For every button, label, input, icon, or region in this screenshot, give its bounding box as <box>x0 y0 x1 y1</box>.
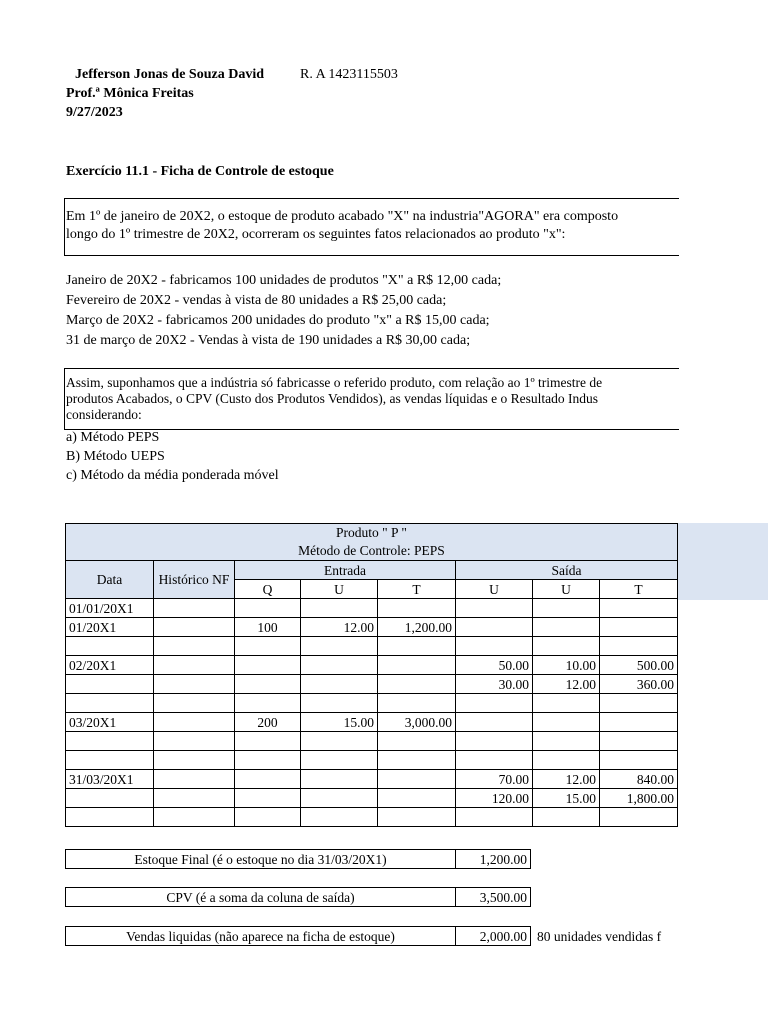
cell-saida-u1: 30.00 <box>456 675 533 694</box>
summary-value: 1,200.00 <box>456 850 531 869</box>
cell-entrada-t <box>378 656 456 675</box>
cell-data <box>66 637 154 656</box>
question-line-1: Assim, suponhamos que a indústria só fabricasse o referido produto, com relação ao 1º trimestre de <box>66 375 603 390</box>
ficha-controle-table <box>65 523 678 827</box>
cell-data: 01/01/20X1 <box>66 599 154 618</box>
professor-name: Prof.ª Mônica Freitas <box>66 86 194 101</box>
cell-data <box>66 789 154 808</box>
subheader-entrada-u: U <box>301 580 378 599</box>
cell-data <box>66 694 154 713</box>
ficha-title <box>66 524 678 561</box>
cell-historico <box>154 694 235 713</box>
document-date: 9/27/2023 <box>66 105 123 120</box>
cell-entrada-q <box>235 599 301 618</box>
summary-estoque-final <box>65 849 531 869</box>
cell-saida-u1 <box>456 713 533 732</box>
student-name: Jefferson Jonas de Souza David <box>75 67 265 82</box>
col-header-data: Data <box>66 561 154 599</box>
cell-saida-u2: 10.00 <box>533 656 600 675</box>
fact-line-2: Fevereiro de 20X2 - vendas à vista de 80 unidades a R$ 25,00 cada; <box>66 293 447 308</box>
cell-entrada-u <box>301 637 378 656</box>
fact-line-4: 31 de março de 20X2 - Vendas à vista de 190 unidades a R$ 30,00 cada; <box>66 333 471 348</box>
cell-entrada-u <box>301 808 378 827</box>
cell-data: 01/20X1 <box>66 618 154 637</box>
fact-line-3: Março de 20X2 - fabricamos 200 unidades do produto "x" a R$ 15,00 cada; <box>66 313 490 328</box>
ficha-method: Método de Controle: PEPS <box>298 543 445 558</box>
question-line-3: considerando: <box>66 407 142 422</box>
cell-data <box>66 675 154 694</box>
cell-entrada-q <box>235 770 301 789</box>
ficha-body <box>66 599 678 827</box>
col-header-historico: Histórico NF <box>154 561 235 599</box>
cell-saida-t: 500.00 <box>600 656 678 675</box>
cell-saida-u1 <box>456 732 533 751</box>
cell-saida-u2 <box>533 751 600 770</box>
cell-historico <box>154 732 235 751</box>
cell-data <box>66 732 154 751</box>
summary-vendas-liquidas <box>65 926 664 946</box>
exercise-title: Exercício 11.1 - Ficha de Controle de estoque <box>66 164 334 179</box>
summary-label: Estoque Final (é o estoque no dia 31/03/20X1) <box>66 850 456 869</box>
subheader-entrada-q: Q <box>235 580 301 599</box>
cell-entrada-t <box>378 789 456 808</box>
cell-saida-t <box>600 599 678 618</box>
subheader-saida-u2: U <box>533 580 600 599</box>
cell-entrada-t <box>378 637 456 656</box>
cell-entrada-q: 100 <box>235 618 301 637</box>
cell-entrada-t <box>378 770 456 789</box>
cell-entrada-u <box>301 656 378 675</box>
table-row <box>66 770 678 789</box>
cell-entrada-t <box>378 732 456 751</box>
cell-saida-t <box>600 694 678 713</box>
subheader-entrada-t: T <box>378 580 456 599</box>
cell-historico <box>154 713 235 732</box>
cell-saida-u1 <box>456 694 533 713</box>
cell-entrada-q <box>235 751 301 770</box>
cell-historico <box>154 599 235 618</box>
cell-entrada-q <box>235 789 301 808</box>
table-row <box>66 637 678 656</box>
cell-saida-u2 <box>533 808 600 827</box>
cell-saida-t <box>600 732 678 751</box>
cell-saida-t: 840.00 <box>600 770 678 789</box>
fact-line-1: Janeiro de 20X2 - fabricamos 100 unidades de produtos "X" a R$ 12,00 cada; <box>66 273 502 288</box>
cell-entrada-u <box>301 675 378 694</box>
table-row <box>66 599 678 618</box>
subheader-saida-u1: U <box>456 580 533 599</box>
cell-saida-u1 <box>456 618 533 637</box>
cell-saida-u1 <box>456 808 533 827</box>
table-row <box>66 713 678 732</box>
method-c: c) Método da média ponderada móvel <box>66 468 279 483</box>
cell-saida-t <box>600 637 678 656</box>
cell-data: 31/03/20X1 <box>66 770 154 789</box>
cell-saida-t <box>600 713 678 732</box>
cell-entrada-q <box>235 808 301 827</box>
question-box <box>64 368 679 430</box>
summary-value: 2,000.00 <box>456 927 531 946</box>
cell-entrada-q <box>235 732 301 751</box>
col-header-saida: Saída <box>456 561 678 580</box>
cell-entrada-q <box>235 694 301 713</box>
cell-entrada-u <box>301 789 378 808</box>
subheader-saida-t: T <box>600 580 678 599</box>
cell-saida-t: 1,800.00 <box>600 789 678 808</box>
cell-saida-u2 <box>533 618 600 637</box>
cell-entrada-t: 1,200.00 <box>378 618 456 637</box>
cell-historico <box>154 770 235 789</box>
intro-line-1: Em 1º de janeiro de 20X2, o estoque de produto acabado "X" na industria"AGORA" era composto <box>66 209 619 224</box>
summary-cpv <box>65 887 531 907</box>
table-row <box>66 732 678 751</box>
cell-historico <box>154 637 235 656</box>
summary-note: 80 unidades vendidas f <box>537 928 662 944</box>
cell-saida-u2: 12.00 <box>533 675 600 694</box>
cell-entrada-q <box>235 656 301 675</box>
cell-saida-u1: 50.00 <box>456 656 533 675</box>
summary-label: CPV (é a soma da coluna de saída) <box>66 888 456 907</box>
col-header-entrada: Entrada <box>235 561 456 580</box>
cell-entrada-u <box>301 599 378 618</box>
cell-saida-u2 <box>533 599 600 618</box>
cell-saida-u2: 12.00 <box>533 770 600 789</box>
cell-historico <box>154 618 235 637</box>
ficha-product: Produto " P " <box>336 525 407 540</box>
table-row <box>66 656 678 675</box>
cell-entrada-u <box>301 770 378 789</box>
question-line-2: produtos Acabados, o CPV (Custo dos Produtos Vendidos), as vendas líquidas e o Resultado Indus <box>66 391 598 406</box>
cell-saida-u2 <box>533 637 600 656</box>
cell-historico <box>154 751 235 770</box>
intro-box <box>64 198 679 256</box>
table-row <box>66 808 678 827</box>
cell-entrada-q: 200 <box>235 713 301 732</box>
cell-data: 02/20X1 <box>66 656 154 675</box>
cell-entrada-q <box>235 675 301 694</box>
cell-entrada-u: 12.00 <box>301 618 378 637</box>
cell-saida-u1 <box>456 751 533 770</box>
cell-historico <box>154 808 235 827</box>
cell-saida-u2 <box>533 694 600 713</box>
cell-saida-t: 360.00 <box>600 675 678 694</box>
table-row <box>66 694 678 713</box>
cell-saida-t <box>600 618 678 637</box>
cell-data: 03/20X1 <box>66 713 154 732</box>
cell-entrada-u <box>301 751 378 770</box>
cell-saida-u2: 15.00 <box>533 789 600 808</box>
cell-entrada-u <box>301 694 378 713</box>
table-row <box>66 789 678 808</box>
cell-historico <box>154 789 235 808</box>
intro-line-2: longo do 1º trimestre de 20X2, ocorreram os seguintes fatos relacionados ao produto "x": <box>66 227 566 242</box>
cell-saida-t <box>600 751 678 770</box>
summary-value: 3,500.00 <box>456 888 531 907</box>
cell-saida-u1 <box>456 599 533 618</box>
summary-label: Vendas liquidas (não aparece na ficha de estoque) <box>66 927 456 946</box>
cell-entrada-t <box>378 808 456 827</box>
table-row <box>66 751 678 770</box>
cell-saida-t <box>600 808 678 827</box>
cell-historico <box>154 675 235 694</box>
cell-data <box>66 808 154 827</box>
cell-historico <box>154 656 235 675</box>
table-row <box>66 675 678 694</box>
cell-entrada-t: 3,000.00 <box>378 713 456 732</box>
cell-data <box>66 751 154 770</box>
cell-saida-u2 <box>533 732 600 751</box>
student-ra: R. A 1423115503 <box>300 67 398 82</box>
cell-entrada-u <box>301 732 378 751</box>
cell-saida-u1: 120.00 <box>456 789 533 808</box>
cell-entrada-t <box>378 675 456 694</box>
table-row <box>66 618 678 637</box>
cell-saida-u1 <box>456 637 533 656</box>
cell-entrada-q <box>235 637 301 656</box>
cell-saida-u2 <box>533 713 600 732</box>
cell-entrada-t <box>378 751 456 770</box>
cell-entrada-t <box>378 599 456 618</box>
cell-entrada-u: 15.00 <box>301 713 378 732</box>
method-a: a) Método PEPS <box>66 430 160 445</box>
cell-entrada-t <box>378 694 456 713</box>
cell-saida-u1: 70.00 <box>456 770 533 789</box>
method-b: B) Método UEPS <box>66 449 165 464</box>
ficha-header-band <box>678 523 768 600</box>
